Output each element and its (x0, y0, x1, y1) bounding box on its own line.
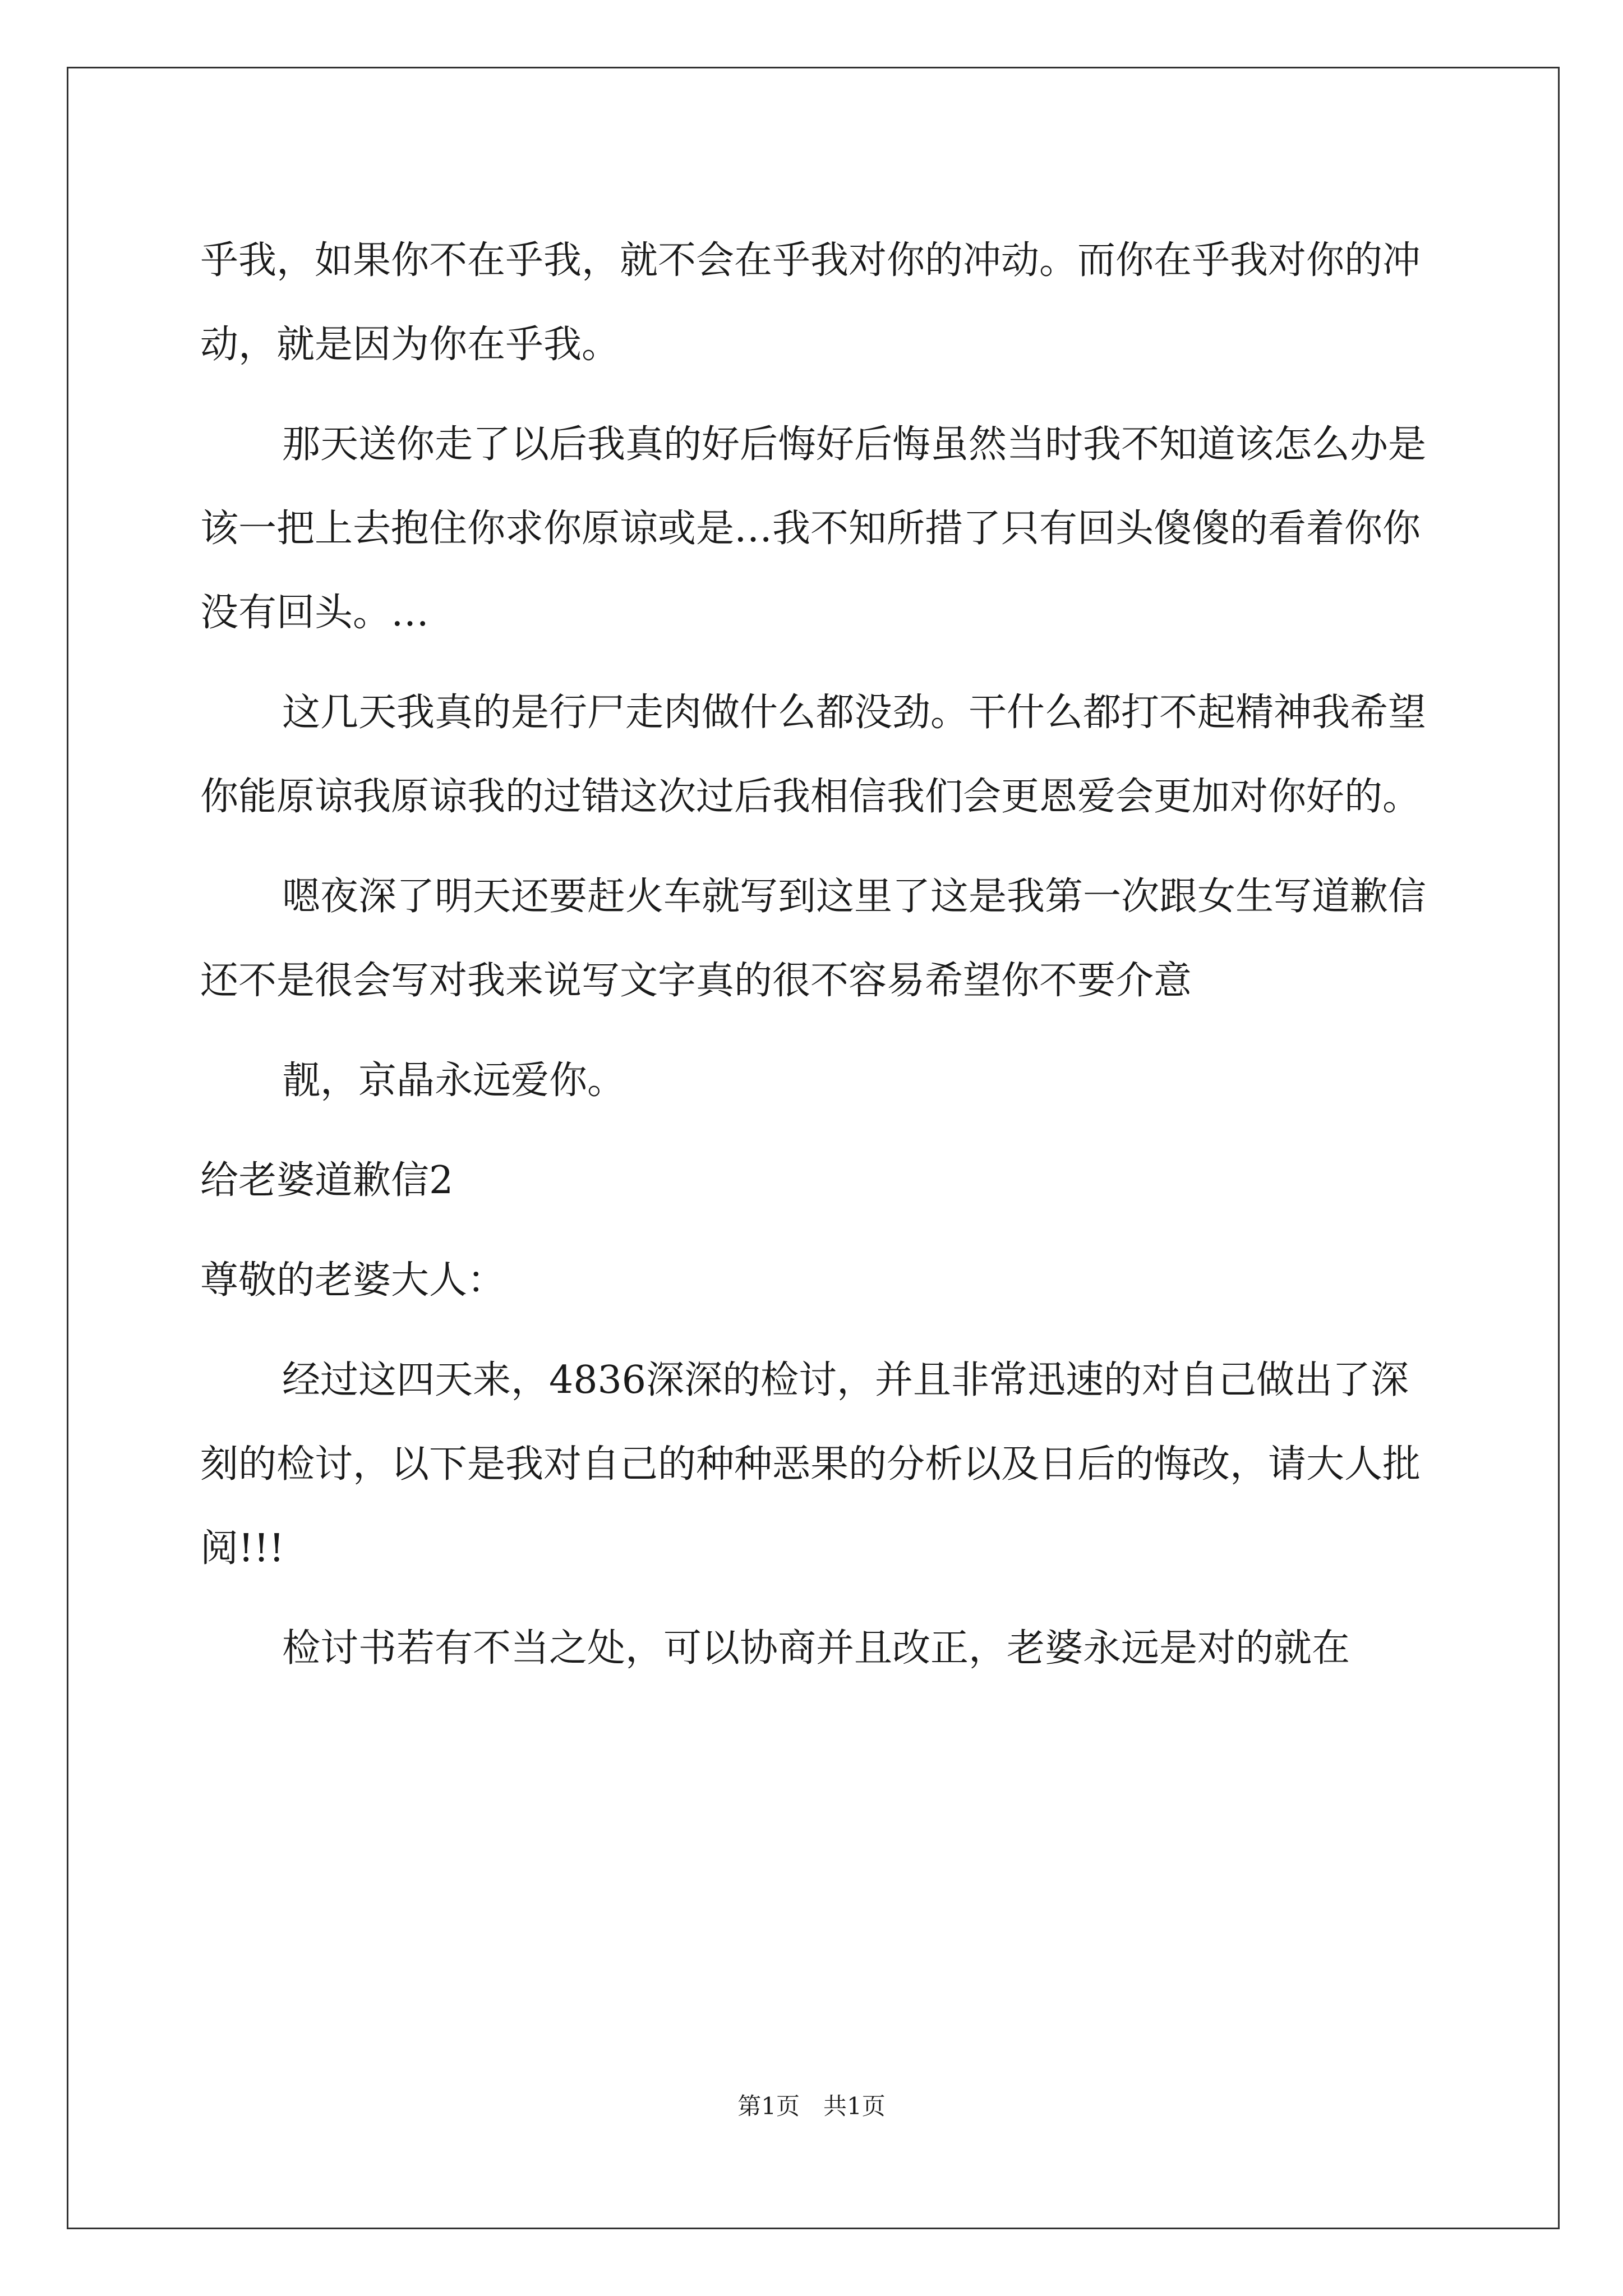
paragraph-1: 乎我，如果你不在乎我，就不会在乎我对你的冲动。而你在乎我对你的冲动，就是因为你在乎我。 (200, 238, 1421, 367)
paragraph-5: 经过这四天来，4836深深的检讨，并且非常迅速的对自己做出了深刻的检讨，以下是我对自己的种种恶果的分析以及日后的悔改，请大人批阅!!! (200, 1358, 1421, 1571)
signature-line: 靓，京晶永远爱你。 (282, 1059, 626, 1103)
page-footer: 第1页 共1页 (737, 2092, 886, 2120)
paragraph-6: 检讨书若有不当之处，可以协商并且改正，老婆永远是对的就在 (282, 1626, 1350, 1671)
salutation: 尊敬的老婆大人： (200, 1258, 506, 1303)
paragraph-3: 这几天我真的是行尸走肉做什么都没劲。干什么都打不起精神我希望你能原谅我原谅我的过错这次过后我相信我们会更恩爱会更加对你好的。 (200, 691, 1427, 819)
paragraph-2: 那天送你走了以后我真的好后悔好后悔虽然当时我不知道该怎么办是该一把上去抱住你求你原谅或是…我不知所措了只有回头傻傻的看着你你没有回头。… (200, 422, 1427, 635)
paragraph-4: 嗯夜深了明天还要赶火车就写到这里了这是我第一次跟女生写道歉信还不是很会写对我来说写文字真的很不容易希望你不要介意 (200, 875, 1427, 1003)
document-body (200, 219, 1434, 1706)
section-title: 给老婆道歉信2 (200, 1158, 454, 1203)
